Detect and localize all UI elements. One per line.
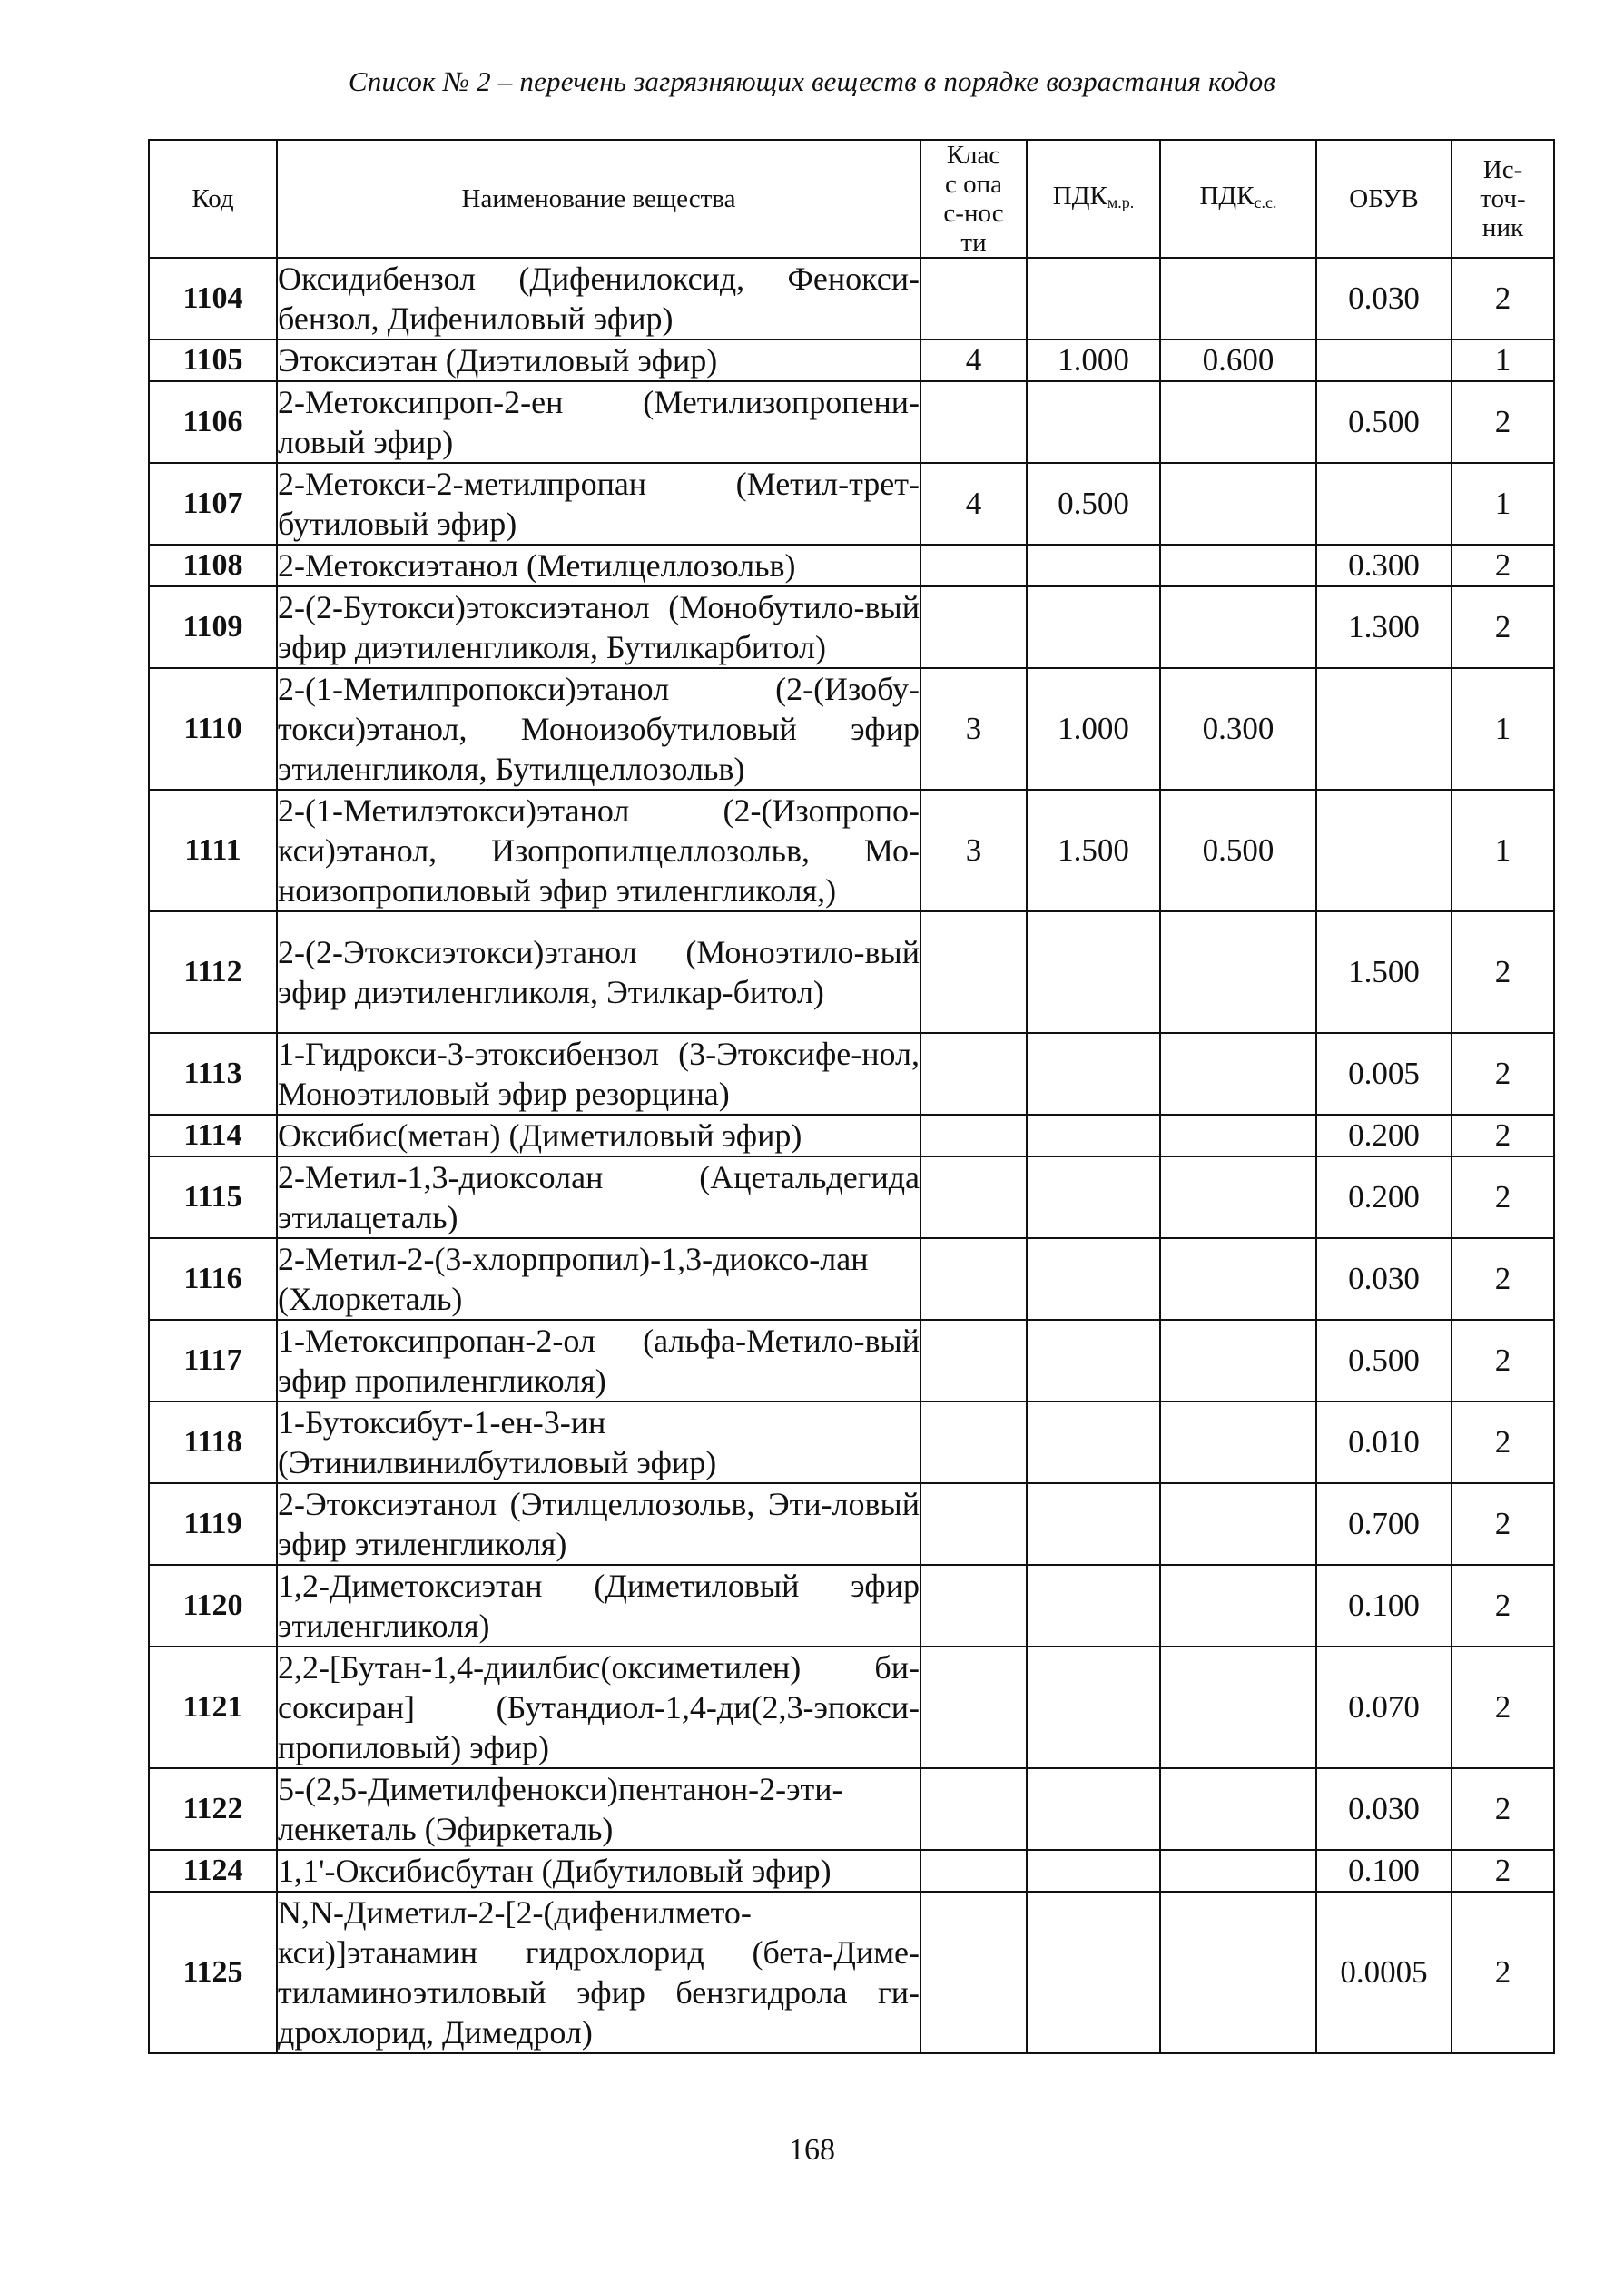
cell-hazard-class [920,911,1027,1033]
header-pdk-ss-label: ПДК [1199,181,1255,211]
cell-pdk-ss [1160,1768,1316,1850]
cell-obuv [1316,668,1452,790]
cell-hazard-class: 4 [920,339,1027,381]
table-row [149,1850,1554,1892]
cell-obuv: 0.700 [1316,1483,1452,1565]
cell-code: 1104 [149,258,277,339]
cell-code: 1119 [149,1483,277,1565]
cell-source: 1 [1452,463,1554,545]
header-pdk-mr-sub: м.р. [1107,192,1135,211]
table-row [149,1483,1554,1565]
cell-name: 2-Метил-2-(3-хлорпропил)-1,3-диоксо-лан (Хлоркеталь) [277,1238,920,1320]
cell-code: 1111 [149,790,277,911]
cell-source: 2 [1452,1033,1554,1115]
cell-hazard-class [920,258,1027,339]
cell-source: 2 [1452,1483,1554,1565]
cell-name: 2-Метокси-2-метилпропан (Метил-трет-бутиловый эфир) [277,463,920,545]
cell-source: 2 [1452,381,1554,463]
table-row [149,339,1554,381]
cell-pdk-mr: 0.500 [1027,463,1160,545]
table-row [149,1402,1554,1483]
cell-pdk-mr [1027,1565,1160,1647]
cell-pdk-ss [1160,1115,1316,1156]
cell-hazard-class [920,1238,1027,1320]
cell-code: 1124 [149,1850,277,1892]
cell-pdk-mr [1027,381,1160,463]
table-row [149,586,1554,668]
table-row [149,790,1554,911]
cell-pdk-ss: 0.300 [1160,668,1316,790]
header-name: Наименование вещества [277,140,920,258]
cell-pdk-mr [1027,1115,1160,1156]
substances-table [148,139,1555,2054]
cell-hazard-class: 4 [920,463,1027,545]
cell-hazard-class [920,1402,1027,1483]
cell-code: 1117 [149,1320,277,1402]
header-source-label: Ис-точ-ник [1480,155,1526,242]
cell-obuv: 1.300 [1316,586,1452,668]
cell-pdk-ss [1160,1483,1316,1565]
cell-name: 1-Бутоксибут-1-ен-3-ин (Этинилвинилбутиловый эфир) [277,1402,920,1483]
header-hazard-class [920,140,1027,258]
cell-code: 1120 [149,1565,277,1647]
cell-source: 2 [1452,1402,1554,1483]
cell-code: 1108 [149,545,277,586]
cell-pdk-ss [1160,1156,1316,1238]
cell-name: 1,2-Диметоксиэтан (Диметиловый эфир этиленгликоля) [277,1565,920,1647]
cell-pdk-mr [1027,1850,1160,1892]
cell-pdk-mr [1027,545,1160,586]
table-row [149,1115,1554,1156]
cell-hazard-class [920,545,1027,586]
cell-pdk-ss [1160,258,1316,339]
cell-pdk-ss [1160,1892,1316,2053]
cell-obuv: 0.070 [1316,1647,1452,1768]
cell-name: 2-(1-Метилэтокси)этанол (2-(Изопропо-кси)этанол, Изопропилцеллозольв, Мо-ноизопропиловый эфир этиленгликоля,) [277,790,920,911]
table-row [149,463,1554,545]
cell-name: 1-Метоксипропан-2-ол (альфа-Метило-вый эфир пропиленгликоля) [277,1320,920,1402]
cell-source: 2 [1452,911,1554,1033]
cell-hazard-class [920,1892,1027,2053]
cell-source: 2 [1452,1565,1554,1647]
cell-name: 2-Этоксиэтанол (Этилцеллозольв, Эти-ловый эфир этиленгликоля) [277,1483,920,1565]
cell-code: 1115 [149,1156,277,1238]
cell-name: 2-(2-Этоксиэтокси)этанол (Моноэтило-вый эфир диэтиленгликоля, Этилкар-битол) [277,911,920,1033]
cell-obuv: 0.200 [1316,1156,1452,1238]
table-row [149,1892,1554,2053]
cell-code: 1122 [149,1768,277,1850]
cell-name: Этоксиэтан (Диэтиловый эфир) [277,339,920,381]
cell-obuv: 0.030 [1316,1238,1452,1320]
cell-code: 1112 [149,911,277,1033]
cell-obuv: 0.010 [1316,1402,1452,1483]
table-row [149,1768,1554,1850]
header-row [149,140,1554,258]
cell-name: 1-Гидрокси-3-этоксибензол (3-Этоксифе-нол, Моноэтиловый эфир резорцина) [277,1033,920,1115]
page-title: Список № 2 – перечень загрязняющих веществ в порядке возрастания кодов [348,65,1276,97]
table-row [149,1156,1554,1238]
cell-pdk-mr [1027,1892,1160,2053]
cell-source: 1 [1452,668,1554,790]
table-row [149,1647,1554,1768]
cell-code: 1109 [149,586,277,668]
cell-hazard-class [920,1156,1027,1238]
cell-name: N,N-Диметил-2-[2-(дифенилмето-кси)]этанамин гидрохлорид (бета-Диме-тиламиноэтиловый эфир бензгидрола ги-дрохлорид, Димедрол) [277,1892,920,2053]
cell-pdk-ss [1160,1402,1316,1483]
cell-pdk-mr [1027,1768,1160,1850]
table-row [149,545,1554,586]
table-row [149,258,1554,339]
cell-hazard-class [920,1115,1027,1156]
cell-source: 2 [1452,1647,1554,1768]
cell-hazard-class: 3 [920,668,1027,790]
cell-pdk-ss: 0.600 [1160,339,1316,381]
cell-code: 1114 [149,1115,277,1156]
cell-source: 2 [1452,545,1554,586]
cell-obuv: 0.100 [1316,1565,1452,1647]
cell-name: 2-Метоксиэтанол (Метилцеллозольв) [277,545,920,586]
cell-source: 2 [1452,586,1554,668]
header-code: Код [149,140,277,258]
cell-source: 1 [1452,339,1554,381]
cell-source: 2 [1452,1768,1554,1850]
table-row [149,1033,1554,1115]
cell-code: 1125 [149,1892,277,2053]
cell-source: 1 [1452,790,1554,911]
table-row [149,668,1554,790]
cell-pdk-ss [1160,1320,1316,1402]
cell-code: 1106 [149,381,277,463]
cell-hazard-class [920,586,1027,668]
cell-obuv: 0.030 [1316,258,1452,339]
header-hazard-class-label: Класс опас-ности [943,141,1004,257]
cell-source: 2 [1452,1156,1554,1238]
cell-obuv: 0.005 [1316,1033,1452,1115]
table-row [149,911,1554,1033]
cell-name: 2,2-[Бутан-1,4-диилбис(оксиметилен) би-соксиран] (Бутандиол-1,4-ди(2,3-эпокси-пропиловый) эфир) [277,1647,920,1768]
header-pdk-mr [1027,140,1160,258]
cell-pdk-ss [1160,1647,1316,1768]
cell-name: 2-(1-Метилпропокси)этанол (2-(Изобу-токси)этанол, Моноизобутиловый эфир этиленгликоля, Бутилцеллозольв) [277,668,920,790]
cell-pdk-ss [1160,586,1316,668]
cell-obuv: 0.030 [1316,1768,1452,1850]
cell-obuv: 0.100 [1316,1850,1452,1892]
cell-pdk-ss: 0.500 [1160,790,1316,911]
cell-hazard-class [920,1033,1027,1115]
cell-hazard-class [920,1483,1027,1565]
cell-hazard-class [920,381,1027,463]
header-obuv: ОБУВ [1316,140,1452,258]
cell-name: 2-(2-Бутокси)этоксиэтанол (Монобутило-вый эфир диэтиленгликоля, Бутилкарбитол) [277,586,920,668]
cell-pdk-mr [1027,258,1160,339]
cell-pdk-mr [1027,1647,1160,1768]
cell-pdk-mr [1027,1320,1160,1402]
cell-source: 2 [1452,258,1554,339]
cell-pdk-mr: 1.000 [1027,668,1160,790]
cell-name: 1,1'-Оксибисбутан (Дибутиловый эфир) [277,1850,920,1892]
cell-source: 2 [1452,1892,1554,2053]
cell-obuv: 0.300 [1316,545,1452,586]
cell-pdk-ss [1160,1033,1316,1115]
cell-pdk-mr [1027,1483,1160,1565]
cell-pdk-mr: 1.500 [1027,790,1160,911]
cell-pdk-mr [1027,911,1160,1033]
header-pdk-ss [1160,140,1316,258]
table-row [149,381,1554,463]
cell-pdk-mr [1027,1156,1160,1238]
cell-pdk-ss [1160,463,1316,545]
cell-hazard-class [920,1647,1027,1768]
cell-pdk-ss [1160,381,1316,463]
cell-obuv: 0.500 [1316,1320,1452,1402]
cell-name: Оксидибензол (Дифенилоксид, Фенокси-бензол, Дифениловый эфир) [277,258,920,339]
cell-pdk-ss [1160,911,1316,1033]
header-pdk-ss-sub: с.с. [1254,192,1277,211]
cell-obuv: 0.500 [1316,381,1452,463]
cell-code: 1118 [149,1402,277,1483]
cell-pdk-mr [1027,586,1160,668]
table-row [149,1565,1554,1647]
cell-pdk-mr [1027,1402,1160,1483]
cell-name: Оксибис(метан) (Диметиловый эфир) [277,1115,920,1156]
cell-obuv: 0.0005 [1316,1892,1452,2053]
cell-pdk-ss [1160,545,1316,586]
header-pdk-mr-label: ПДК [1052,181,1107,211]
cell-obuv: 0.200 [1316,1115,1452,1156]
cell-hazard-class: 3 [920,790,1027,911]
cell-name: 5-(2,5-Диметилфенокси)пентанон-2-эти-ленкеталь (Эфиркеталь) [277,1768,920,1850]
cell-obuv [1316,790,1452,911]
cell-obuv [1316,339,1452,381]
cell-hazard-class [920,1320,1027,1402]
cell-pdk-ss [1160,1565,1316,1647]
cell-code: 1121 [149,1647,277,1768]
cell-code: 1116 [149,1238,277,1320]
table-row [149,1320,1554,1402]
cell-code: 1107 [149,463,277,545]
cell-source: 2 [1452,1238,1554,1320]
cell-source: 2 [1452,1320,1554,1402]
cell-obuv: 1.500 [1316,911,1452,1033]
cell-pdk-mr [1027,1238,1160,1320]
cell-hazard-class [920,1565,1027,1647]
cell-pdk-mr: 1.000 [1027,339,1160,381]
table-row [149,1238,1554,1320]
cell-pdk-ss [1160,1238,1316,1320]
cell-obuv [1316,463,1452,545]
cell-pdk-mr [1027,1033,1160,1115]
cell-source: 2 [1452,1115,1554,1156]
cell-code: 1105 [149,339,277,381]
cell-code: 1113 [149,1033,277,1115]
cell-name: 2-Метоксипроп-2-ен (Метилизопропени-ловый эфир) [277,381,920,463]
cell-hazard-class [920,1768,1027,1850]
cell-code: 1110 [149,668,277,790]
cell-hazard-class [920,1850,1027,1892]
cell-source: 2 [1452,1850,1554,1892]
page-number: 168 [789,2133,835,2167]
header-source [1452,140,1554,258]
cell-name: 2-Метил-1,3-диоксолан (Ацетальдегида этилацеталь) [277,1156,920,1238]
cell-pdk-ss [1160,1850,1316,1892]
